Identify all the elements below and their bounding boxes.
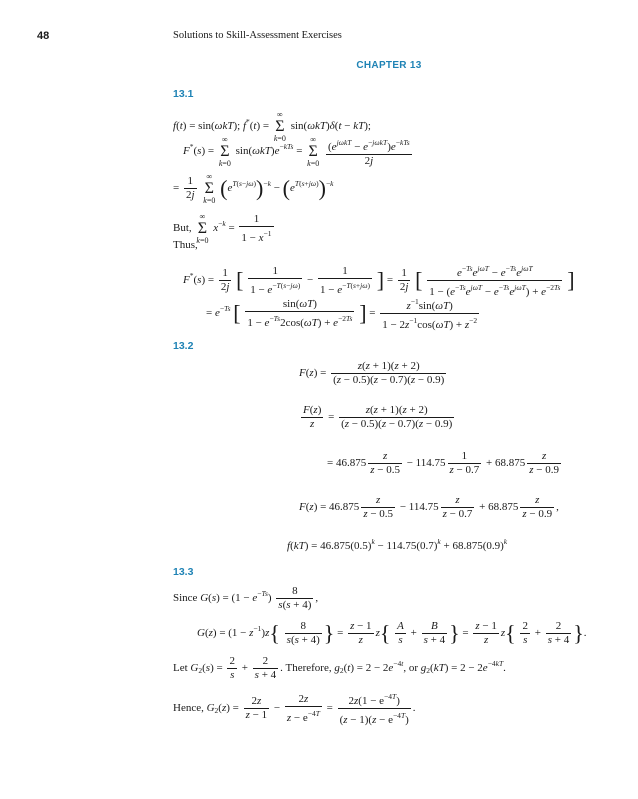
eq-13-3-line1: Since $G(s) = (1 - e^{-Ts})$ $\frac{8}{s(s + 4)}$ , <box>173 585 319 611</box>
running-title: Solutions to Skill-Assessment Exercises <box>173 30 342 41</box>
eq-13-2-line5: $f(kT) = 46.875(0.5)^k - 114.75(0.7)^k + 68.875(0.9)^k$ <box>287 537 508 552</box>
eq-13-1-line2: F*(s) = ∞ Σ k=0 $\sin(\omega kT)e^{-kTs}$ = ∞ Σ k=0 $(e^{j\omega kT} - e^{-j\omega kT})e^{-kTs}$ 2j <box>183 135 410 168</box>
eq-13-2-line1: F(z) = $\frac{z(z + 1)(z + 2)}{(z - 0.5)(z - 0.7)(z - 0.9)}$ <box>299 360 445 386</box>
eq-13-1-but: But, ∞ Σ k=0 $x^{-k}$ = $\frac{1}{1 - x^{-1}}$ <box>173 212 272 245</box>
chapter-title: CHAPTER 13 <box>356 60 422 71</box>
page-number: 48 <box>37 30 50 42</box>
eq-13-2-line2: $\frac{F(z)}{z}$ = $\frac{z(z + 1)(z + 2)}{(z - 0.5)(z - 0.7)(z - 0.9)}$ <box>303 404 453 430</box>
section-13-2-heading: 13.2 <box>173 340 194 352</box>
section-13-1-heading: 13.1 <box>173 88 194 100</box>
eq-13-1-thus: Thus, <box>173 239 198 251</box>
eq-13-1-line4: F*(s) = $\frac{1}{2j}$ [ $\frac{1}{1 - e^{-T(s-j\omega)}}$ − $\frac{1}{1 - e^{-T(s+j\omega)}}$ ] = $\frac{1}{2j}$ [ $e^{-Ts}e^{j\omega T} - e^{-Ts}e^{j\omega T}$ $1 - (e^{-Ts}e^{j\omega T} - e^{-Ts}e^{j\omega T}) + e^{-2Ts}$ ] <box>183 264 575 298</box>
eq-13-1-line5: = $e^{-Ts}$ [ $\frac{\sin(\omega T)}{1 - e^{-Ts}2\cos(\omega T) + e^{-2Ts}}$ ] = $\frac{z^{-1}\sin(\omega T)}{1 - 2z^{-1}\cos(\omega T) + z^{-2}}$ <box>206 297 478 331</box>
eq-13-2-line4: F(z) = 46.875 $\frac{z}{z - 0.5}$ − 114.75 $\frac{z}{z - 0.7}$ + 68.875 $\frac{z}{z - 0.9}$ , <box>299 494 559 520</box>
eq-13-3-line2: $G(z) = (1 - z^{-1})z${ $\frac{8}{s(s + 4)}$ } = $\frac{z - 1}{z}$ z{ $\frac{A}{s}$ + $\frac{B}{s + 4}$ } = $\frac{z - 1}{z}$ z{ $\frac{2}{s}$ + $\frac{2}{s + 4}$ }. <box>197 620 587 646</box>
section-13-3-heading: 13.3 <box>173 566 194 578</box>
eq-13-1-line3: = $\frac{1}{2j}$ ∞ Σ k=0 $(e^{T(s-j\omega)})^{-k} - (e^{T(s+j\omega)})^{-k}$ <box>173 172 334 205</box>
eq-13-3-line4: Hence, $G_2(z)$ = $\frac{2z}{z - 1}$ − $\frac{2z}{z - e^{-4T}}$ = $\frac{2z(1 - e^{-4T})}{(z - 1)(z - e^{-4T})}$ . <box>173 692 416 726</box>
eq-13-1-line1: f(t) = sin(ωkT); f*(t) = ∞ Σ k=0 sin(ωkT)δ(t − kT); <box>173 110 371 143</box>
eq-13-3-line3: Let $G_2(s)$ = $\frac{2}{s}$ + $\frac{2}{s + 4}$ . Therefore, $g_2(t) = 2 - 2e^{-4t}$, or $g_2(kT) = 2 - 2e^{-4kT}$. <box>173 655 506 681</box>
eq-13-2-line3: = 46.875 $\frac{z}{z - 0.5}$ − 114.75 $\frac{1}{z - 0.7}$ + 68.875 $\frac{z}{z - 0.9}$ <box>327 450 559 476</box>
